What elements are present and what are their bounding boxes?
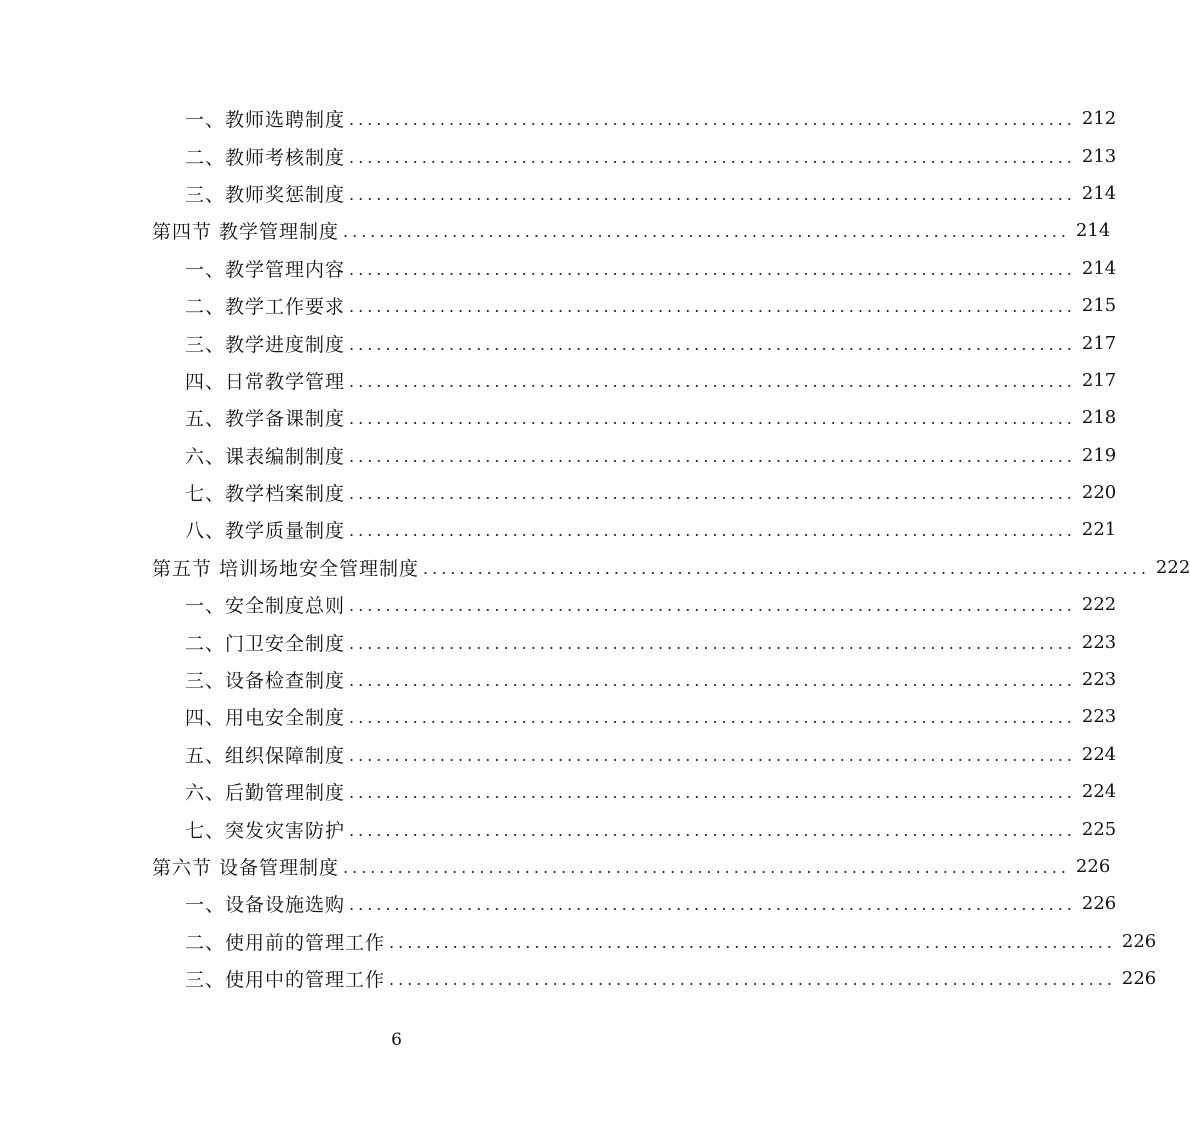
toc-entry-page: 217 [1081,369,1117,391]
toc-entry-page: 223 [1081,631,1117,653]
toc-subsection-entry[interactable] [0,399,1117,436]
toc-entry-page: 222 [1155,556,1190,578]
toc-entry-title: 三、设备检查制度 [185,670,346,693]
toc-entry-page: 226 [1121,930,1157,952]
table-of-contents [0,100,1190,997]
toc-entry-page: 214 [1075,220,1111,242]
toc-entry-page: 220 [1081,482,1117,504]
toc-entry-page: 226 [1081,893,1117,915]
toc-subsection-entry[interactable] [0,511,1117,548]
toc-entry-title: 八、教学质量制度 [185,520,346,543]
toc-subsection-entry[interactable] [0,474,1117,511]
toc-subsection-entry[interactable] [0,810,1117,847]
toc-dot-leader: ................................................................................ [349,147,1076,167]
toc-entry-title: 四、用电安全制度 [185,707,346,730]
toc-subsection-entry[interactable] [0,586,1117,623]
toc-section-entry[interactable] [0,212,1111,249]
toc-dot-leader: ................................................................................ [349,820,1076,840]
toc-dot-leader: ................................................................................ [349,596,1076,616]
toc-entry-title: 二、教师考核制度 [185,146,346,169]
toc-entry-page: 226 [1075,856,1111,877]
toc-entry-title: 一、教学管理内容 [185,258,346,281]
toc-entry-title: 三、教师奖惩制度 [185,183,346,206]
toc-dot-leader: ................................................................................ [349,484,1076,504]
toc-entry-page: 223 [1081,706,1117,728]
toc-subsection-entry[interactable] [0,923,1157,960]
toc-dot-leader: ................................................................................ [349,521,1076,541]
toc-subsection-entry[interactable] [0,175,1117,212]
toc-dot-leader: ................................................................................ [349,708,1076,728]
toc-entry-page: 212 [1081,108,1117,130]
toc-entry-title: 二、教学工作要求 [185,296,346,319]
toc-entry-page: 218 [1081,407,1117,429]
toc-entry-page: 219 [1081,444,1117,466]
toc-dot-leader: ................................................................................ [349,895,1076,915]
toc-entry-page: 215 [1081,295,1117,317]
toc-entry-page: 214 [1081,257,1117,279]
toc-dot-leader: ................................................................................ [343,858,1070,877]
toc-subsection-entry[interactable] [0,698,1117,735]
toc-subsection-entry[interactable] [0,362,1117,399]
toc-section-entry[interactable] [0,549,1190,586]
toc-dot-leader: ................................................................................ [423,558,1150,578]
toc-dot-leader: ................................................................................ [349,783,1076,803]
toc-subsection-entry[interactable] [0,100,1117,137]
toc-subsection-entry[interactable] [0,324,1117,361]
toc-dot-leader: ................................................................................ [349,334,1076,354]
toc-entry-page: 221 [1081,519,1117,541]
toc-entry-page: 217 [1081,332,1117,354]
toc-entry-title: 三、教学进度制度 [185,333,346,356]
toc-entry-title: 四、日常教学管理 [185,370,346,393]
toc-entry-page: 214 [1081,182,1117,204]
toc-dot-leader: ................................................................................ [349,671,1076,691]
toc-entry-page: 224 [1081,743,1117,765]
toc-dot-leader: ................................................................................ [349,184,1076,204]
toc-dot-leader: ................................................................................ [349,446,1076,466]
toc-entry-title: 五、教学备课制度 [185,408,346,431]
toc-dot-leader: ................................................................................ [389,932,1116,952]
toc-subsection-entry[interactable] [0,773,1117,810]
toc-subsection-entry[interactable] [0,736,1117,773]
toc-entry-page: 213 [1081,145,1117,167]
toc-entry-title: 二、使用前的管理工作 [185,931,386,954]
toc-subsection-entry[interactable] [0,137,1117,174]
toc-dot-leader: ................................................................................ [343,222,1070,242]
toc-entry-title: 第六节 设备管理制度 [152,857,340,879]
toc-subsection-entry[interactable] [0,885,1117,922]
toc-dot-leader: ................................................................................ [349,633,1076,653]
toc-entry-page: 224 [1081,781,1117,803]
toc-entry-title: 七、突发灾害防护 [185,819,346,842]
toc-subsection-entry[interactable] [0,623,1117,660]
toc-subsection-entry[interactable] [0,287,1117,324]
page-number: 6 [391,1030,402,1050]
toc-dot-leader: ................................................................................ [389,970,1116,990]
toc-section-entry[interactable] [0,848,1111,885]
toc-subsection-entry[interactable] [0,250,1117,287]
toc-entry-title: 五、组织保障制度 [185,744,346,767]
toc-entry-title: 一、教师选聘制度 [185,109,346,132]
toc-entry-title: 一、设备设施选购 [185,894,346,917]
toc-entry-page: 222 [1081,594,1117,616]
toc-entry-page: 223 [1081,669,1117,691]
toc-dot-leader: ................................................................................ [349,110,1076,130]
toc-entry-page: 225 [1081,818,1117,840]
toc-dot-leader: ................................................................................ [349,297,1076,317]
toc-subsection-entry[interactable] [0,960,1157,997]
toc-entry-page: 226 [1121,968,1157,990]
toc-entry-title: 二、门卫安全制度 [185,632,346,655]
toc-subsection-entry[interactable] [0,661,1117,698]
toc-dot-leader: ................................................................................ [349,409,1076,429]
toc-entry-title: 七、教学档案制度 [185,483,346,506]
toc-dot-leader: ................................................................................ [349,259,1076,279]
toc-entry-title: 第五节 培训场地安全管理制度 [152,557,420,580]
toc-subsection-entry[interactable] [0,437,1117,474]
toc-entry-title: 三、使用中的管理工作 [185,969,386,992]
toc-dot-leader: ................................................................................ [349,371,1076,391]
toc-dot-leader: ................................................................................ [349,745,1076,765]
toc-entry-title: 一、安全制度总则 [185,595,346,618]
toc-entry-title: 六、后勤管理制度 [185,782,346,805]
toc-entry-title: 第四节 教学管理制度 [152,221,340,244]
toc-entry-title: 六、课表编制制度 [185,445,346,468]
